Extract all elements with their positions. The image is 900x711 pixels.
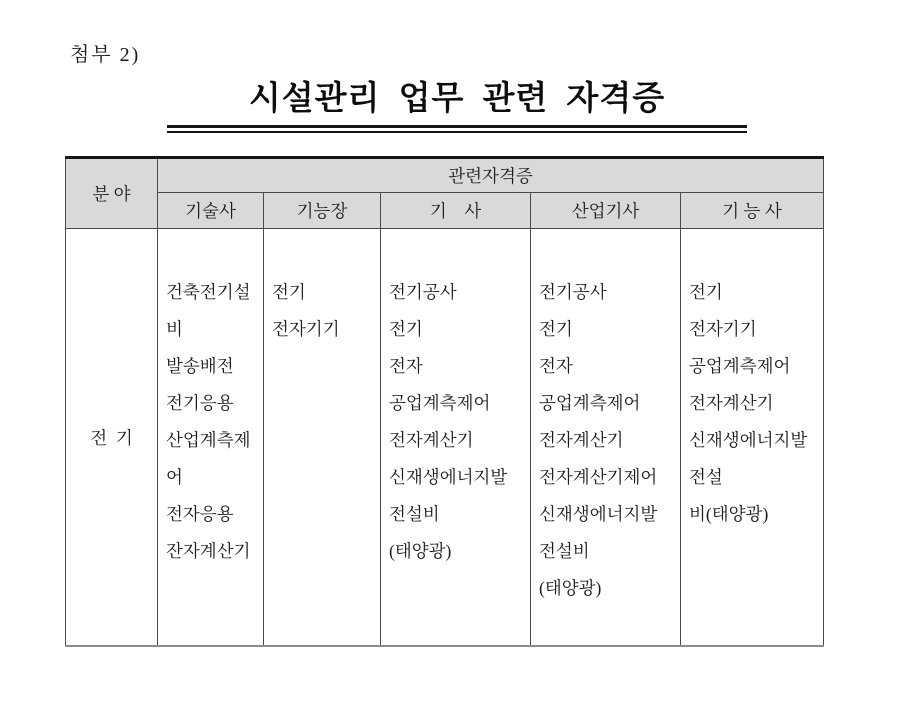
cert-list-gisulsa [158,229,264,647]
column-header-gineungsa: 기 능 사 [681,193,824,229]
header-row-group [66,158,824,193]
cert-list-saneopgisa [531,229,681,647]
cert-item: 건축전기설비 [166,282,251,339]
cert-item: 전기 [389,319,423,339]
column-header-saneopgisa: 산업기사 [531,193,681,229]
cert-item: 전자계산기 [389,430,474,450]
cert-item: (태양광) [539,578,602,598]
cert-item: 산업계측제어 [166,430,251,487]
cert-item: 전자계산기 [689,393,774,413]
cert-item: 전기 [689,282,723,302]
cert-item: 신재생에너지발전설비 [539,504,658,561]
table-row [66,229,824,647]
cert-item: (태양광) [389,541,452,561]
cert-item: 전자계산기제어 [539,467,658,487]
cert-item: 잔자계산기 [166,541,251,561]
title-underline-thin [167,131,747,133]
header-row-grades [66,193,824,229]
cert-item: 공업계측제어 [389,393,491,413]
column-header-field: 분 야 [66,158,158,229]
field-cell-electric: 전 기 [66,229,158,647]
cert-item: 전기공사 [389,282,457,302]
column-header-gineungjang: 기능장 [264,193,381,229]
cert-item: 전기 [272,282,306,302]
cert-item: 전자기기 [272,319,340,339]
cert-list-gineungjang [264,229,381,647]
cert-item: 신재생에너지발전설비 [389,467,508,524]
cert-item: 전기공사 [539,282,607,302]
cert-item: 전자기기 [689,319,757,339]
cert-list-gineungsa [681,229,824,647]
column-header-gisa: 기 사 [381,193,531,229]
cert-item: 전자 [539,356,573,376]
column-header-related-certs: 관련자격증 [158,158,824,193]
cert-item: 공업계측제어 [689,356,791,376]
cert-list-gisa [381,229,531,647]
page-title: 시설관리 업무 관련 자격증 [248,79,666,116]
cert-item: 전자 [389,356,423,376]
title-block [167,72,747,133]
cert-item: 전기 [539,319,573,339]
cert-item: 전자계산기 [539,430,624,450]
cert-item: 발송배전 [166,356,234,376]
column-header-gisulsa: 기술사 [158,193,264,229]
cert-item: 비(태양광) [689,504,769,524]
cert-item: 전기응용 [166,393,234,413]
cert-item: 신재생에너지발전설 [689,430,808,487]
cert-item: 전자응용 [166,504,234,524]
certifications-table [65,156,824,647]
attachment-label: 첨부 2) [70,44,141,66]
cert-item: 공업계측제어 [539,393,641,413]
